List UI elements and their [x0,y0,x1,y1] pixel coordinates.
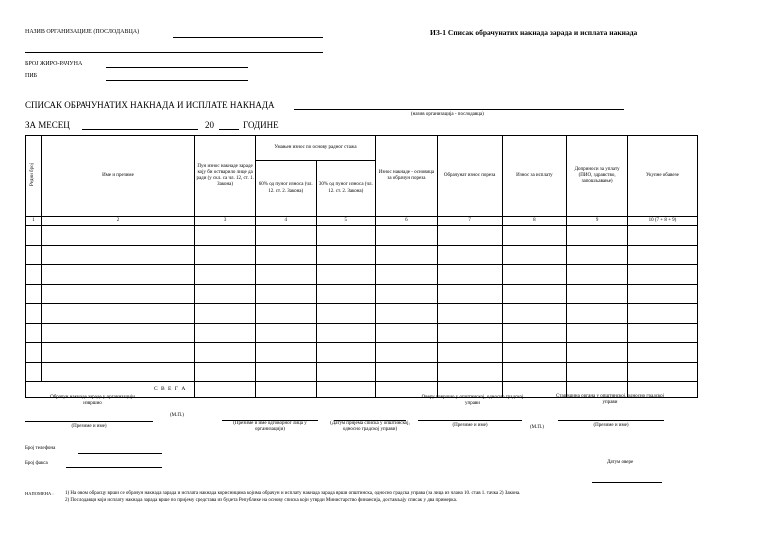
total-label: С В Е Г А [26,382,195,398]
mp-stamp-1: (М.П.) [170,413,184,418]
table-cell[interactable] [255,323,316,343]
date-line [592,482,662,483]
date-received-caption: (Датум пријема списка у општинској, односно градској управи) [330,421,410,433]
table-cell[interactable] [26,304,42,324]
table-cell[interactable] [627,284,697,304]
table-cell[interactable] [502,323,567,343]
fax-label: Број факса [25,461,48,466]
table-cell[interactable] [316,245,376,265]
header-sixty-percent: 60% од пуног износа (чл. 12. ст. 2. Закона) [255,161,316,217]
table-cell[interactable] [437,245,502,265]
table-cell[interactable] [376,343,438,363]
col-number: 3 [195,217,256,226]
table-cell[interactable] [567,265,628,285]
table-cell[interactable] [567,245,628,265]
table-cell[interactable] [437,343,502,363]
table-cell[interactable] [195,343,256,363]
col-number: 5 [316,217,376,226]
name-caption-1: (Презиме и име) [71,424,107,429]
table-cell[interactable] [41,226,195,246]
date-label: Датум овере [607,460,634,465]
table-cell[interactable] [502,362,567,382]
header-payout: Износ за исплату [502,136,567,217]
header-row-number: Редни број [26,136,42,217]
table-cell[interactable] [567,284,628,304]
table-cell[interactable] [195,362,256,382]
table-cell[interactable] [567,343,628,363]
pib-label: ПИБ [25,73,38,79]
table-cell[interactable] [255,284,316,304]
table-cell[interactable] [437,304,502,324]
table-cell[interactable] [627,245,697,265]
table-cell[interactable] [376,304,438,324]
org-caption: (назив организација - послодавца) [411,112,484,117]
table-cell[interactable] [41,304,195,324]
check-caption: Оверу извршио у општинској, односно градској управи [421,395,524,407]
phone-line [78,453,162,454]
table-cell[interactable] [502,284,567,304]
name-caption-2: (Презиме и име) [452,423,488,428]
total-cell[interactable] [195,382,256,398]
table-cell[interactable] [502,304,567,324]
org-name-line [173,37,323,38]
table-cell[interactable] [255,362,316,382]
table-cell[interactable] [627,304,697,324]
table-cell[interactable] [437,362,502,382]
col-number: 8 [502,217,567,226]
table-row [26,226,698,246]
notes-label: НАПОМЕНА : [25,491,54,496]
table-cell[interactable] [437,226,502,246]
table-cell[interactable] [195,245,256,265]
table-cell[interactable] [567,226,628,246]
header-thirty-percent: 30% од пуног износа (чл. 12. ст. 2. Закона) [316,161,376,217]
header-name: Име и презиме [41,136,195,217]
table-cell[interactable] [567,362,628,382]
table-cell[interactable] [26,343,42,363]
table-cell[interactable] [437,265,502,285]
table-cell[interactable] [437,284,502,304]
form-title: ИЗ-1 Списак обрачунатих накнада зарада и исплата накнада [430,28,638,37]
list-title: СПИСАК ОБРАЧУНАТИХ НАКНАДА И ИСПЛАТЕ НАКНАДА [25,100,275,110]
table-cell[interactable] [316,284,376,304]
table-cell[interactable] [502,226,567,246]
table-cell[interactable] [255,343,316,363]
table-cell[interactable] [26,265,42,285]
table-cell[interactable] [502,265,567,285]
col-number: 2 [41,217,195,226]
signature-line-3 [418,420,522,421]
table-cell[interactable] [255,245,316,265]
table-cell[interactable] [437,323,502,343]
table-cell[interactable] [316,323,376,343]
table-row [26,323,698,343]
total-cell[interactable] [255,382,316,398]
table-cell[interactable] [195,226,256,246]
table-cell[interactable] [26,323,42,343]
table-cell[interactable] [41,265,195,285]
header-reduced-group: Умањен износ по основу радног стажа [255,136,375,161]
table-cell[interactable] [376,284,438,304]
mp-stamp-2: (М.П.) [530,425,544,430]
table-cell[interactable] [26,362,42,382]
table-cell[interactable] [41,245,195,265]
year-suffix: ГОДИНЕ [243,120,279,130]
total-cell[interactable] [316,382,376,398]
table-row [26,265,698,285]
table-cell[interactable] [567,304,628,324]
table-cell[interactable] [627,265,697,285]
name-caption-3: (Презиме и име) [593,423,629,428]
month-line [82,129,198,130]
month-label: ЗА МЕСЕЦ [25,120,70,130]
signature-line-1 [25,421,153,422]
phone-label: Број телефона [25,446,56,451]
table-row [26,343,698,363]
col-number: 7 [437,217,502,226]
table-cell[interactable] [26,226,42,246]
table-cell[interactable] [41,362,195,382]
account-line [106,67,248,68]
table-cell[interactable] [255,226,316,246]
table-cell[interactable] [255,265,316,285]
note-2: 2) Послодавци који исплату накнада зарада врше по пријему средстава из буџета Републике на основу списка који утврди Министарство финансија, достављају списак у два примерка. [65,498,458,503]
table-cell[interactable] [627,226,697,246]
col-number: 1 [26,217,42,226]
table-cell[interactable] [316,265,376,285]
payroll-table [25,135,698,398]
col-number: 10 (7 + 8 + 9) [627,217,697,226]
header-tax-base: Износ накнаде - основица за обрачун пореза [376,136,438,217]
table-row [26,284,698,304]
table-cell[interactable] [26,245,42,265]
table-cell[interactable] [376,323,438,343]
year-line [219,129,239,130]
table-cell[interactable] [502,245,567,265]
col-number: 6 [376,217,438,226]
table-cell[interactable] [195,323,256,343]
col-number: 9 [567,217,628,226]
responsible-caption: (Презиме и име одговорног лица у организацији) [233,421,307,433]
org-name-label: НАЗИВ ОРГАНИЗАЦИЈЕ (ПОСЛОДАВЦА) [25,29,140,35]
table-cell[interactable] [502,343,567,363]
table-cell[interactable] [376,226,438,246]
table-cell[interactable] [316,304,376,324]
table-cell[interactable] [195,284,256,304]
table-cell[interactable] [255,304,316,324]
pib-line [106,80,248,81]
table-cell[interactable] [195,265,256,285]
org-name-line-2 [25,52,323,53]
table-cell[interactable] [26,284,42,304]
calc-caption: Обрачун накнаде зараде у организацији извршио [50,395,135,407]
note-1: 1) На овом обрасцу врши се обрачун накнада зарада и исплата накнада корисницима којима обрачун и исплату накнада зарада врши општинска, односно градска управа (за лица из члана 10. став 1. тачка 2) Закона. [65,491,521,496]
header-total: Укупне обавезе [627,136,697,217]
table-cell[interactable] [41,343,195,363]
table-cell[interactable] [376,245,438,265]
header-full-amount: Пун износ накнаде зараде коју би остварило лице да ради (у скл. са чл. 12, ст. 1. Закона) [195,136,256,217]
table-cell[interactable] [316,343,376,363]
header-contributions: Доприноси за уплату (ПИО, здравство, запошљавање) [567,136,628,217]
table-cell[interactable] [41,323,195,343]
year-prefix: 20 [205,120,214,130]
table-row [26,245,698,265]
table-cell[interactable] [195,304,256,324]
table-row [26,304,698,324]
signature-line-4 [558,420,664,421]
table-cell[interactable] [567,323,628,343]
table-row [26,362,698,382]
table-cell[interactable] [627,343,697,363]
col-number: 4 [255,217,316,226]
head-caption: Старешина органа у општинској, односно градској управи [555,394,665,406]
table-cell[interactable] [41,284,195,304]
fax-line [66,467,162,468]
header-tax: Обрачунат износ пореза [437,136,502,217]
table-cell[interactable] [627,323,697,343]
table-cell[interactable] [376,265,438,285]
table-cell[interactable] [316,226,376,246]
table-cell[interactable] [316,362,376,382]
table-cell[interactable] [376,362,438,382]
table-cell[interactable] [627,362,697,382]
org-title-line [294,109,624,110]
account-label: БРОЈ ЖИРО-РАЧУНА [25,61,83,67]
